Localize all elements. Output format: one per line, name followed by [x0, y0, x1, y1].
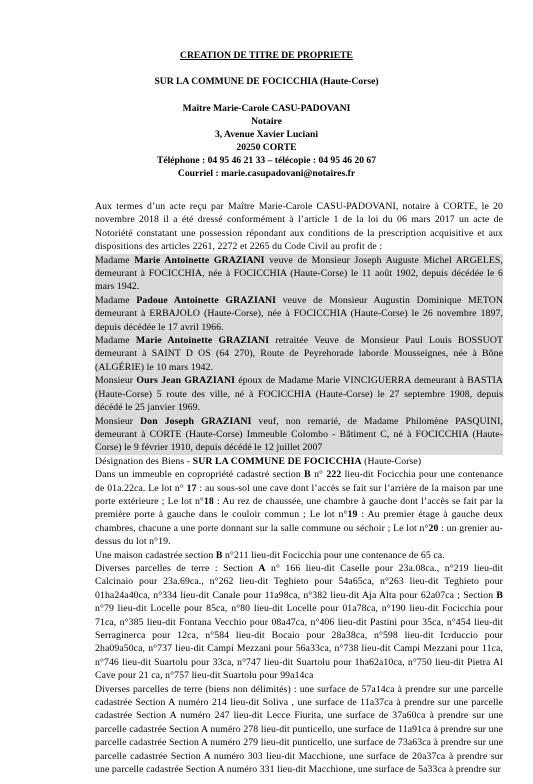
parcelles-section-b: B	[496, 589, 503, 601]
beneficiary-3-details: retraitée Veuve de Monsieur Paul Louis BOSSUOT demeurant à SAINT D OS (64 270), Route de Peyrehorade laborde Mousseignes, née à Bône (ALGÉRIE) le 10 mars 1942.	[95, 335, 504, 373]
notary-phone: Téléphone : 04 95 46 21 33 – télécopie : 04 95 46 20 67	[156, 155, 377, 166]
beneficiary-1-details: veuve de Monsieur Joseph Auguste Michel ARGELES, demeurant à FOCICCHIA, née à FOCICCHIA (Haute-Corse) le 11 août 1902, depuis décédée le 6 mars 1942.	[95, 254, 503, 293]
intro-paragraph: Aux termes d’un acte reçu par Maître Marie-Carole CASU-PADOVANI, notaire à CORTE, le 20 novembre 2018 il a été dressé conformément à l’article 1 de la loi du 06 mars 2017 un acte de Notoriété constatant une possession répondant aux conditions de la prescription acquisitive et aux dispositions des articles 2261, 2272 et 2265 du Code Civil au profit de :	[95, 201, 503, 253]
copro-text-5: : Au rez de chaussée, une chambre à gauche dont l’accès se fait par la première porte à gauche dans le couloir commun ; Le lot n°	[95, 495, 503, 521]
copro-text-3: lieu-dit Focicchia pour une contenance de 01a.22ca. Le lot n°	[95, 469, 503, 494]
beneficiary-2	[95, 294, 503, 334]
copro-text-7: : un grenier au-dessus du lot n°19.	[95, 522, 503, 548]
lot-18: 18	[203, 495, 214, 507]
copro-parcel-number: 222	[326, 469, 342, 481]
parcelles-paragraph	[95, 562, 503, 683]
beneficiary-5-details: veuf, non remarié, de Madame Philomène PASQUINI, demeurant à CORTE (Haute-Corse) Immeuble Colombo - Bâtiment C, né à FOCICCHIA (Haute-Corse) le 9 février 1910, depuis décédé le 12 juillet 2007	[95, 415, 504, 454]
maison-section: B	[215, 549, 223, 561]
notary-block	[0, 102, 533, 180]
beneficiary-5	[95, 415, 503, 455]
beneficiary-4-title: Monsieur	[95, 375, 137, 387]
lot-20: 20	[428, 522, 439, 534]
maison-text-1: Une maison cadastrée section	[95, 549, 216, 561]
designation-heading	[95, 455, 503, 468]
maison-text-2: n°211 lieu-dit Focicchia pour une contenance de 65 ca.	[222, 549, 445, 561]
designation-commune: SUR LA COMMUNE DE FOCICCHIA	[192, 455, 362, 467]
notary-email: Courriel : marie.casupadovani@notaires.fr	[177, 168, 356, 179]
beneficiary-1	[95, 254, 503, 294]
document-title: CREATION DE TITRE DE PROPRIETE	[180, 50, 353, 61]
notary-city: 20250 CORTE	[236, 142, 297, 153]
beneficiary-2-details: veuve de Monsieur Augustin Dominique METON demeurant à ERBAJOLO (Haute-Corse), née à FOCICCHIA (Haute-Corse) le 26 novembre 1897, depuis décédée le 17 avril 1966.	[95, 294, 504, 333]
copropriete-paragraph	[95, 468, 503, 548]
parcelles-text-2: n° 166 lieu-dit Caselle pour 23a.08ca., n°219 lieu-dit Calcinaio pour 23a.69ca., n°262 lieu-dit Teghieto pour 54a65ca, n°263 lieu-dit Teghieto pour 01ha24a40ca, n°334 lieu-dit Canale pour 11a98ca, n°382 lieu-dit Aja Alta pour 62a07ca ; Section	[95, 562, 503, 601]
beneficiary-3	[95, 334, 503, 374]
beneficiary-4	[95, 374, 503, 414]
designation-department: (Haute-Corse)	[361, 455, 422, 467]
copro-text-1: Dans un immeuble en copropriété cadastré section	[95, 469, 305, 481]
beneficiary-2-title: Madame	[95, 294, 137, 306]
beneficiary-2-name: Padoue Antoinette GRAZIANI	[136, 294, 277, 306]
notary-address: 3, Avenue Xavier Luciani	[214, 129, 319, 140]
copro-text-4: : au sous-sol une cave dont l’accès se fait sur l’arrière de la maison par une porte extérieure ; Le lot n°	[95, 482, 503, 507]
lot-19: 19	[347, 509, 358, 521]
copro-text-6: : Au premier étage à gauche deux chambres, chacune a une porte donnant sur la salle commune ou séchoir ; Le lot n°	[95, 509, 503, 534]
notary-role: Notaire	[251, 116, 282, 127]
copro-section: B	[304, 469, 311, 481]
beneficiary-4-name: Ours Jean GRAZIANI	[136, 375, 235, 387]
maison-paragraph	[95, 549, 503, 562]
beneficiary-4-details: époux de Madame Marie VINCIGUERRA demeurant à BASTIA (Haute-Corse) 5 route des ville, né à FOCICCHIA (Haute-Corse) le 27 septembre 1908, depuis décédé le 25 janvier 1969.	[95, 375, 504, 414]
document-subtitle: SUR LA COMMUNE DE FOCICCHIA (Haute-Corse)	[154, 76, 379, 87]
copro-text-2: n°	[310, 469, 327, 481]
designation-label: Désignation des Biens -	[95, 455, 193, 467]
indivision-paragraph: Diverses parcelles de terre (biens non délimités) : une surface de 57a14ca à prendre sur une parcelle cadastrée Section A numéro 214 lieu-dit Soliva , une surface de 11a37ca à prendre sur une parcelle cadastrée Section A numéro 247 lieu-dit Lecce Fiurita, une surface de 37a60ca à prendre sur une parcelle cadastrée Section A numéro 278 lieu-dit punticello, une surface de 11a91ca à prendre sur une parcelle cadastrée Section A numéro 279 lieu-dit punticello, une surface de 73a63ca à prendre sur une parcelle cadastrée Section A numéro 303 lieu-dit Macchione, une surface de 20a37ca à prendre sur une parcelle cadastrée Section A numéro 331 lieu-dit Macchione, une surface de 5a33ca à prendre sur	[95, 683, 503, 776]
beneficiary-5-name: Don Joseph GRAZIANI	[140, 415, 252, 427]
parcelles-text-3: n°79 lieu-dit Locelle pour 85ca, n°80 lieu-dit Locelle pour 01a78ca, n°190 lieu-dit Focicchia pour 71ca, n°385 lieu-dit Fontana Vecchio pour 08a47ca, n°406 lieu-dit Pastini pour 35ca, n°454 lieu-dit Serraginerca pour 12ca, n°584 lieu-dit Bocaio pour 28a38ca, n°598 lieu-dit Icrduccio pour 2ha09a50ca, n°737 lieu-dit Campi Mezzani pour 56a33ca, n°738 lieu-dit Campi Mezzani pour 11ca, n°746 lieu-dit Suartolu pour 33ca, n°747 lieu-dit Suartolu pour 1ha62a10ca, n°750 lieu-dit Pietra Al Cave pour 21 ca, n°757 lieu-dit Suartolu pour 99a14ca	[95, 603, 503, 682]
beneficiary-3-name: Marie Antoinette GRAZIANI	[135, 335, 270, 347]
beneficiary-1-title: Madame	[95, 254, 135, 266]
parcelles-text-1: Diverses parcelles de terre : Section	[95, 562, 259, 574]
document-body	[95, 200, 503, 776]
parcelles-section-a: A	[258, 562, 266, 574]
notary-name: Maître Marie-Carole CASU-PADOVANI	[182, 103, 351, 114]
lot-17: 17	[186, 482, 197, 494]
beneficiary-5-title: Monsieur	[95, 415, 141, 427]
beneficiary-1-name: Marie Antoinette GRAZIANI	[134, 254, 265, 266]
beneficiary-3-title: Madame	[95, 335, 136, 347]
